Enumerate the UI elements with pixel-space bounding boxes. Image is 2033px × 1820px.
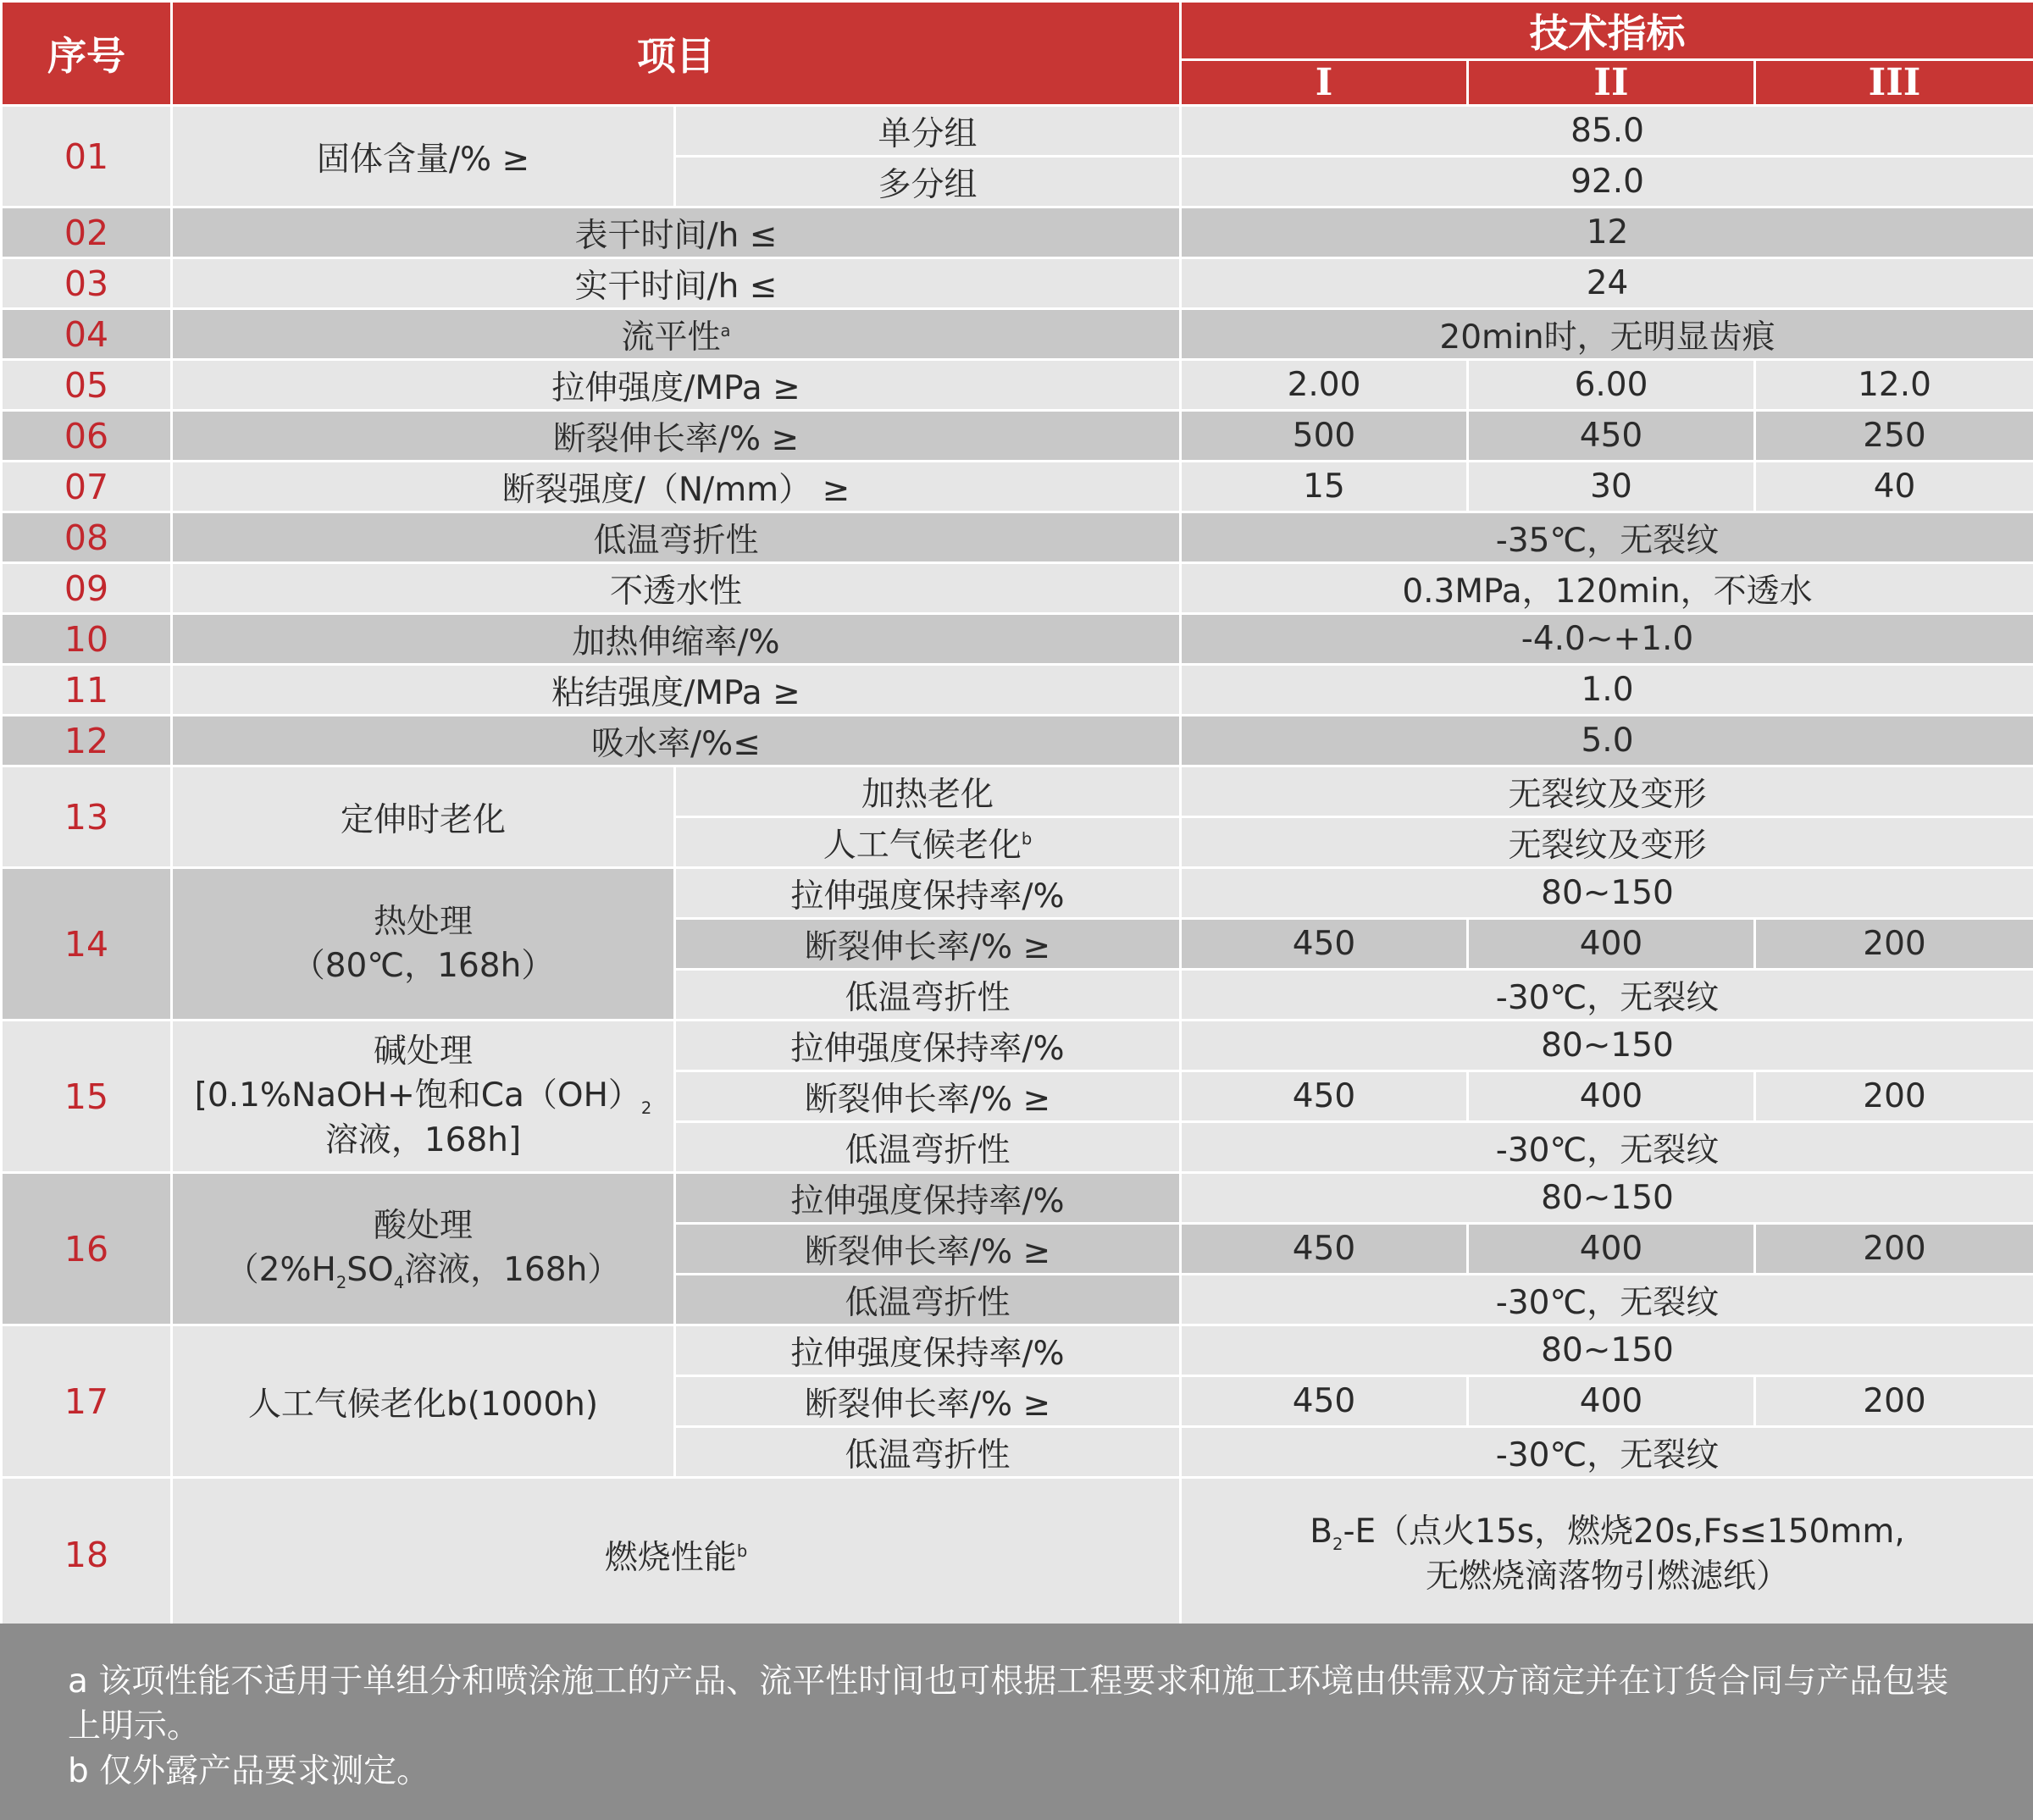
value-grade-3: 250: [1755, 411, 2033, 462]
row-number: 02: [2, 207, 172, 258]
item-name: [172, 309, 1181, 360]
sub-item: 低温弯折性: [675, 1275, 1181, 1325]
sub-item: 低温弯折性: [675, 970, 1181, 1021]
sub-item: 拉伸强度保持率/%: [675, 1325, 1181, 1376]
sub-item: 拉伸强度保持率/%: [675, 1173, 1181, 1224]
table-row: [2, 258, 2033, 309]
value-line: 无燃烧滴落物引燃滤纸）: [1426, 1557, 1790, 1596]
footnote-mark: b: [1021, 828, 1033, 849]
sub-item: 断裂伸长率/% ≥: [675, 1376, 1181, 1427]
item-name: 断裂伸长率/% ≥: [172, 411, 1181, 462]
table-row: [2, 309, 2033, 360]
item-name-text: 燃烧性能: [604, 1538, 737, 1577]
row-number: 04: [2, 309, 172, 360]
value: 无裂纹及变形: [1181, 766, 2033, 817]
item-name: 断裂强度/（N/mm） ≥: [172, 462, 1181, 512]
table-row: [2, 665, 2033, 716]
value: 20min时，无明显齿痕: [1181, 309, 2033, 360]
footnote-a: a 该项性能不适用于单组分和喷涂施工的产品、流平性时间也可根据工程要求和施工环境由供需双方商定并在订货合同与产品包装上明示。: [68, 1662, 1949, 1745]
item-name: 低温弯折性: [172, 512, 1181, 563]
footnotes: [0, 1624, 2033, 1820]
value-grade-1: 2.00: [1181, 360, 1468, 411]
row-number: 14: [2, 868, 172, 1021]
sub-item-text: 人工气候老化: [823, 826, 1022, 865]
table-row: [2, 1173, 2033, 1224]
header-seq: 序号: [2, 2, 172, 106]
sub-item: 断裂伸长率/% ≥: [675, 1224, 1181, 1275]
value: 80~150: [1181, 1021, 2033, 1071]
row-number: 18: [2, 1478, 172, 1632]
value-grade-1: 450: [1181, 1224, 1468, 1275]
value-grade-1: 500: [1181, 411, 1468, 462]
value: 80~150: [1181, 1173, 2033, 1224]
value: -30℃，无裂纹: [1181, 1122, 2033, 1173]
value-grade-3: 40: [1755, 462, 2033, 512]
item-name: 不透水性: [172, 563, 1181, 614]
sub-item: 低温弯折性: [675, 1427, 1181, 1478]
row-number: 05: [2, 360, 172, 411]
item-name-text: [0.1%NaOH+饱和Ca（OH）: [194, 1076, 641, 1115]
table-row: [2, 1478, 2033, 1632]
value: 0.3MPa，120min，不透水: [1181, 563, 2033, 614]
value: 24: [1181, 258, 2033, 309]
item-name-line: [173, 1074, 673, 1120]
item-name-line: 热处理: [373, 902, 473, 941]
header-item: 项目: [172, 2, 1181, 106]
footnote-b: b 仅外露产品要求测定。: [68, 1752, 430, 1790]
table-row: [2, 106, 2033, 157]
value: 1.0: [1181, 665, 2033, 716]
row-number: 11: [2, 665, 172, 716]
item-name-line: （80℃，168h）: [291, 946, 555, 985]
row-number: 15: [2, 1021, 172, 1173]
value-grade-3: 200: [1755, 1071, 2033, 1122]
item-name: [172, 1478, 1181, 1632]
value: 无裂纹及变形: [1181, 817, 2033, 868]
item-name-line: 溶液，168h]: [324, 1121, 522, 1160]
value-line: [1182, 1510, 2033, 1556]
item-name: 粘结强度/MPa ≥: [172, 665, 1181, 716]
value: 92.0: [1181, 157, 2033, 207]
item-name: 加热伸缩率/%: [172, 614, 1181, 665]
value-grade-2: 400: [1468, 1071, 1755, 1122]
value-grade-3: 200: [1755, 1376, 2033, 1427]
item-name-line: [173, 1248, 673, 1294]
subscript: 2: [1332, 1534, 1343, 1554]
row-number: 03: [2, 258, 172, 309]
item-name-text: 流平性: [621, 318, 721, 357]
footnote-mark: a: [720, 320, 731, 340]
value-grade-2: 6.00: [1468, 360, 1755, 411]
item-name-text: 溶液，168h）: [404, 1250, 621, 1289]
value-grade-2: 30: [1468, 462, 1755, 512]
value: 5.0: [1181, 716, 2033, 766]
sub-item: 加热老化: [675, 766, 1181, 817]
row-number: 01: [2, 106, 172, 207]
sub-item: 拉伸强度保持率/%: [675, 868, 1181, 919]
sub-item: 断裂伸长率/% ≥: [675, 919, 1181, 970]
table-row: [2, 614, 2033, 665]
sub-item: 拉伸强度保持率/%: [675, 1021, 1181, 1071]
table-row: [2, 462, 2033, 512]
header-tech: 技术指标: [1181, 2, 2033, 60]
item-name: 定伸时老化: [172, 766, 675, 868]
table-row: [2, 1021, 2033, 1071]
row-number: 10: [2, 614, 172, 665]
item-name: 表干时间/h ≤: [172, 207, 1181, 258]
value: -35℃，无裂纹: [1181, 512, 2033, 563]
sub-item: 多分组: [675, 157, 1181, 207]
value: 80~150: [1181, 1325, 2033, 1376]
item-name: 实干时间/h ≤: [172, 258, 1181, 309]
row-number: 16: [2, 1173, 172, 1325]
value-grade-3: 200: [1755, 1224, 2033, 1275]
table-row: [2, 766, 2033, 817]
value-grade-1: 450: [1181, 1376, 1468, 1427]
table-row: [2, 868, 2033, 919]
value: -30℃，无裂纹: [1181, 1427, 2033, 1478]
item-name-line: 碱处理: [373, 1032, 473, 1070]
row-number: 09: [2, 563, 172, 614]
value-grade-3: 12.0: [1755, 360, 2033, 411]
item-name: 吸水率/%≤: [172, 716, 1181, 766]
value-grade-2: 400: [1468, 1224, 1755, 1275]
sub-item: 单分组: [675, 106, 1181, 157]
value: [1181, 1478, 2033, 1632]
value: -30℃，无裂纹: [1181, 970, 2033, 1021]
item-name-line: 酸处理: [373, 1206, 473, 1245]
row-number: 07: [2, 462, 172, 512]
value-grade-2: 400: [1468, 1376, 1755, 1427]
subscript: 2: [335, 1272, 347, 1292]
item-name: 人工气候老化b(1000h): [172, 1325, 675, 1478]
value-grade-2: 400: [1468, 919, 1755, 970]
footnote-mark: b: [736, 1541, 748, 1561]
table-row: [2, 411, 2033, 462]
value-grade-3: 200: [1755, 919, 2033, 970]
value-grade-1: 15: [1181, 462, 1468, 512]
table-row: [2, 360, 2033, 411]
row-number: 08: [2, 512, 172, 563]
item-name: [172, 1021, 675, 1173]
sub-item: 低温弯折性: [675, 1122, 1181, 1173]
table-row: [2, 716, 2033, 766]
item-name-text: （2%H: [225, 1250, 336, 1289]
value: 85.0: [1181, 106, 2033, 157]
item-name-text: SO: [346, 1250, 394, 1289]
item-name: 固体含量/% ≥: [172, 106, 675, 207]
item-name: [172, 868, 675, 1021]
subscript: 2: [640, 1098, 652, 1118]
table-row: [2, 512, 2033, 563]
row-number: 17: [2, 1325, 172, 1478]
value-grade-2: 450: [1468, 411, 1755, 462]
subscript: 4: [393, 1272, 405, 1292]
item-name: [172, 1173, 675, 1325]
item-name: 拉伸强度/MPa ≥: [172, 360, 1181, 411]
row-number: 12: [2, 716, 172, 766]
value: 12: [1181, 207, 2033, 258]
sub-item: [675, 817, 1181, 868]
value-grade-1: 450: [1181, 1071, 1468, 1122]
value-text: -E（点火15s，燃烧20s,Fs≤150mm,: [1343, 1512, 1905, 1551]
table-row: [2, 207, 2033, 258]
value-grade-1: 450: [1181, 919, 1468, 970]
header-grade-3: III: [1755, 60, 2033, 106]
table-row: [2, 563, 2033, 614]
row-number: 06: [2, 411, 172, 462]
value: 80~150: [1181, 868, 2033, 919]
row-number: 13: [2, 766, 172, 868]
value: -4.0~+1.0: [1181, 614, 2033, 665]
value: -30℃，无裂纹: [1181, 1275, 2033, 1325]
sub-item: 断裂伸长率/% ≥: [675, 1071, 1181, 1122]
table-row: [2, 1325, 2033, 1376]
header-grade-2: II: [1468, 60, 1755, 106]
value-text: B: [1310, 1512, 1333, 1551]
header-grade-1: I: [1181, 60, 1468, 106]
